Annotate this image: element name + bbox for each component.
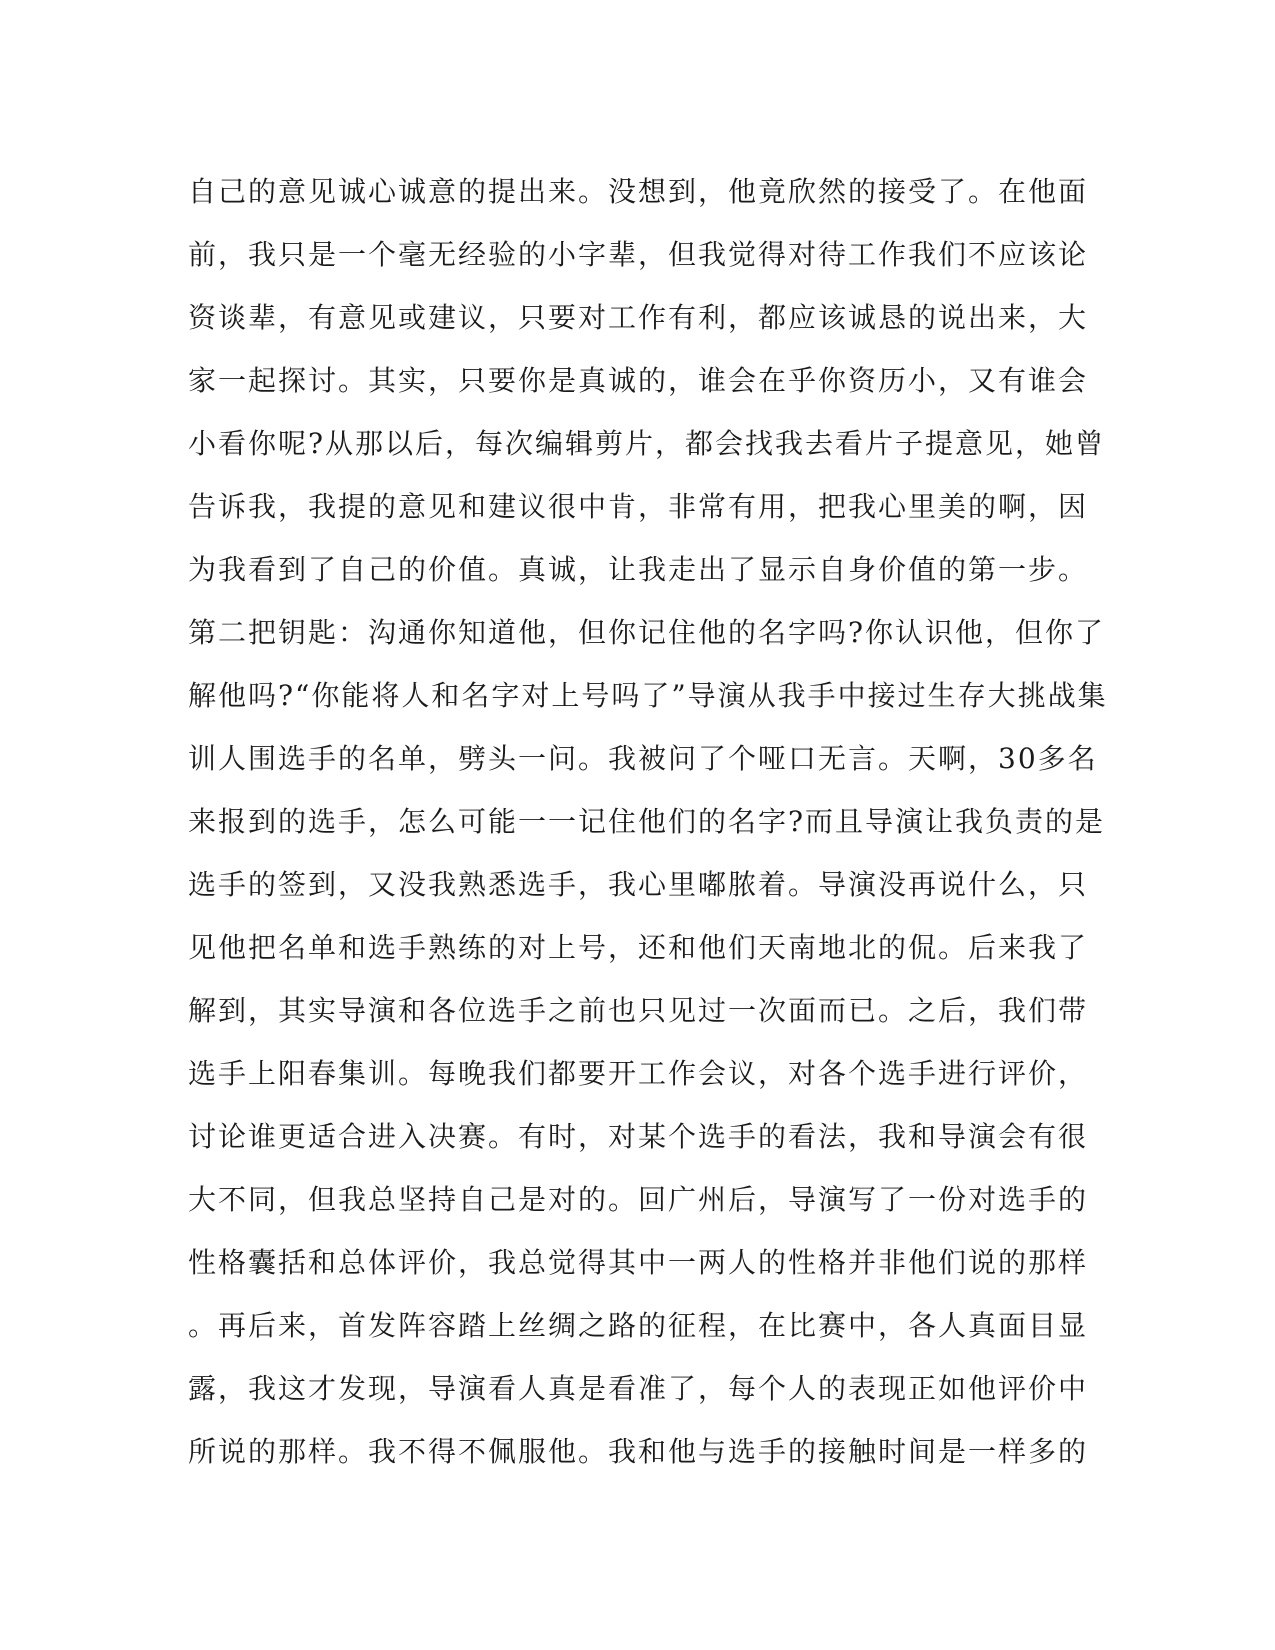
text-line: 解到，其实导演和各位选手之前也只见过一次面而已。之后，我们带	[188, 994, 1089, 1027]
text-line: 讨论谁更适合进入决赛。有时，对某个选手的看法，我和导演会有很	[188, 1120, 1089, 1153]
text-line: 。再后来，首发阵容踏上丝绸之路的征程，在比赛中，各人真面目显	[188, 1309, 1089, 1342]
text-line: 选手的签到，又没我熟悉选手，我心里嘟脓着。导演没再说什么，只	[188, 868, 1089, 901]
text-line: 家一起探讨。其实，只要你是真诚的，谁会在乎你资历小，又有谁会	[188, 364, 1089, 397]
body-text	[188, 160, 1108, 1483]
text-line: 前，我只是一个毫无经验的小字辈，但我觉得对待工作我们不应该论	[188, 238, 1089, 271]
text-line: 所说的那样。我不得不佩服他。我和他与选手的接触时间是一样多的	[188, 1435, 1089, 1468]
text-line: 大不同，但我总坚持自己是对的。回广州后，导演写了一份对选手的	[188, 1183, 1089, 1216]
text-line: 露，我这才发现，导演看人真是看准了，每个人的表现正如他评价中	[188, 1372, 1089, 1405]
text-line: 小看你呢?从那以后，每次编辑剪片，都会找我去看片子提意见，她曾	[188, 427, 1106, 460]
text-line: 告诉我，我提的意见和建议很中肯，非常有用，把我心里美的啊，因	[188, 490, 1089, 523]
text-line: 性格囊括和总体评价，我总觉得其中一两人的性格并非他们说的那样	[188, 1246, 1089, 1279]
text-line: 选手上阳春集训。每晚我们都要开工作会议，对各个选手进行评价，	[188, 1057, 1089, 1090]
text-line: 自己的意见诚心诚意的提出来。没想到，他竟欣然的接受了。在他面	[188, 175, 1089, 208]
text-line: 资谈辈，有意见或建议，只要对工作有利，都应该诚恳的说出来，大	[188, 301, 1089, 334]
text-line: 解他吗?“你能将人和名字对上号吗了”导演从我手中接过生存大挑战集	[188, 679, 1108, 712]
text-line: 第二把钥匙：沟通你知道他，但你记住他的名字吗?你认识他，但你了	[188, 616, 1106, 649]
text-line: 训人围选手的名单，劈头一问。我被问了个哑口无言。天啊，30多名	[188, 742, 1098, 775]
text-line: 见他把名单和选手熟练的对上号，还和他们天南地北的侃。后来我了	[188, 931, 1089, 964]
text-line: 为我看到了自己的价值。真诚，让我走出了显示自身价值的第一步。	[188, 553, 1089, 586]
text-line: 来报到的选手，怎么可能一一记住他们的名字?而且导演让我负责的是	[188, 805, 1106, 838]
